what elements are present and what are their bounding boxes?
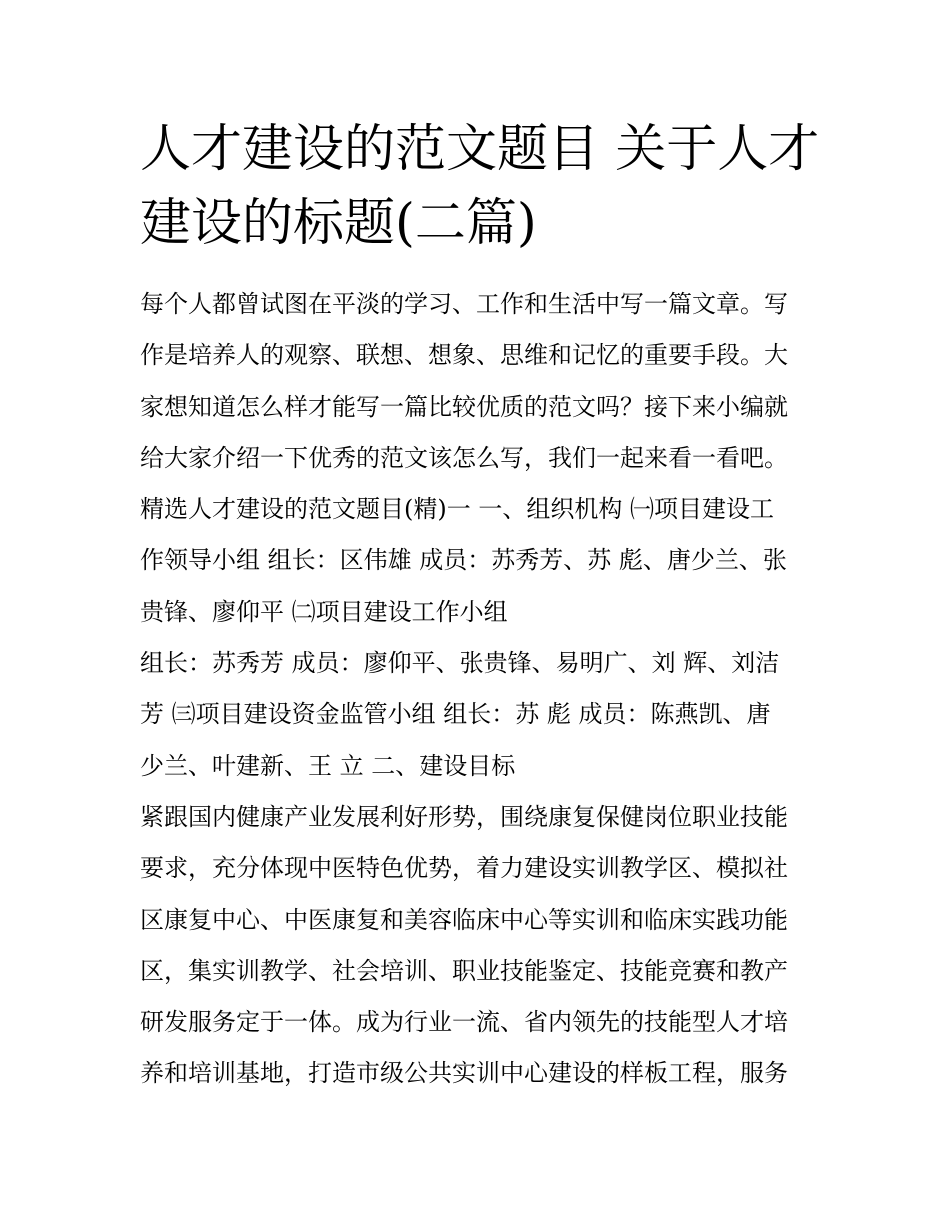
- body-line: 少兰、叶建新、王 立 二、建设目标: [140, 751, 516, 780]
- body-line: 研发服务定于一体。成为行业一流、省内领先的技能型人才培: [140, 1008, 788, 1037]
- body-line: 要求，充分体现中医特色优势，着力建设实训教学区、模拟社: [140, 854, 788, 883]
- body-line: 芳 ㈢项目建设资金监管小组 组长：苏 彪 成员：陈燕凯、唐: [140, 700, 771, 729]
- body-line: 作是培养人的观察、联想、想象、思维和记忆的重要手段。大: [140, 341, 788, 370]
- body-line: 区康复中心、中医康复和美容临床中心等实训和临床实践功能: [140, 905, 788, 934]
- body-line: 紧跟国内健康产业发展利好形势，围绕康复保健岗位职业技能: [140, 802, 788, 831]
- document-body: [140, 279, 830, 1100]
- body-line: 组长：苏秀芳 成员：廖仰平、张贵锋、易明广、刘 辉、刘洁: [140, 649, 780, 678]
- body-line: 作领导小组 组长：区伟雄 成员：苏秀芳、苏 彪、唐少兰、张: [140, 546, 787, 575]
- title-line: 建设的标题(二篇): [140, 194, 537, 253]
- body-line: 精选人才建设的范文题目(精)一 一、组织机构 ㈠项目建设工: [140, 495, 774, 524]
- document-title: [140, 113, 820, 261]
- body-line: 给大家介绍一下优秀的范文该怎么写，我们一起来看一看吧。: [140, 443, 788, 472]
- body-line: 家想知道怎么样才能写一篇比较优质的范文吗？接下来小编就: [140, 392, 788, 421]
- body-line: 区，集实训教学、社会培训、职业技能鉴定、技能竞赛和教产: [140, 956, 788, 985]
- body-line: 贵锋、廖仰平 ㈡项目建设工作小组: [140, 597, 508, 626]
- body-line: 养和培训基地，打造市级公共实训中心建设的样板工程，服务: [140, 1059, 788, 1088]
- body-line: 每个人都曾试图在平淡的学习、工作和生活中写一篇文章。写: [140, 290, 788, 318]
- title-line: 人才建设的范文题目 关于人才: [140, 120, 820, 179]
